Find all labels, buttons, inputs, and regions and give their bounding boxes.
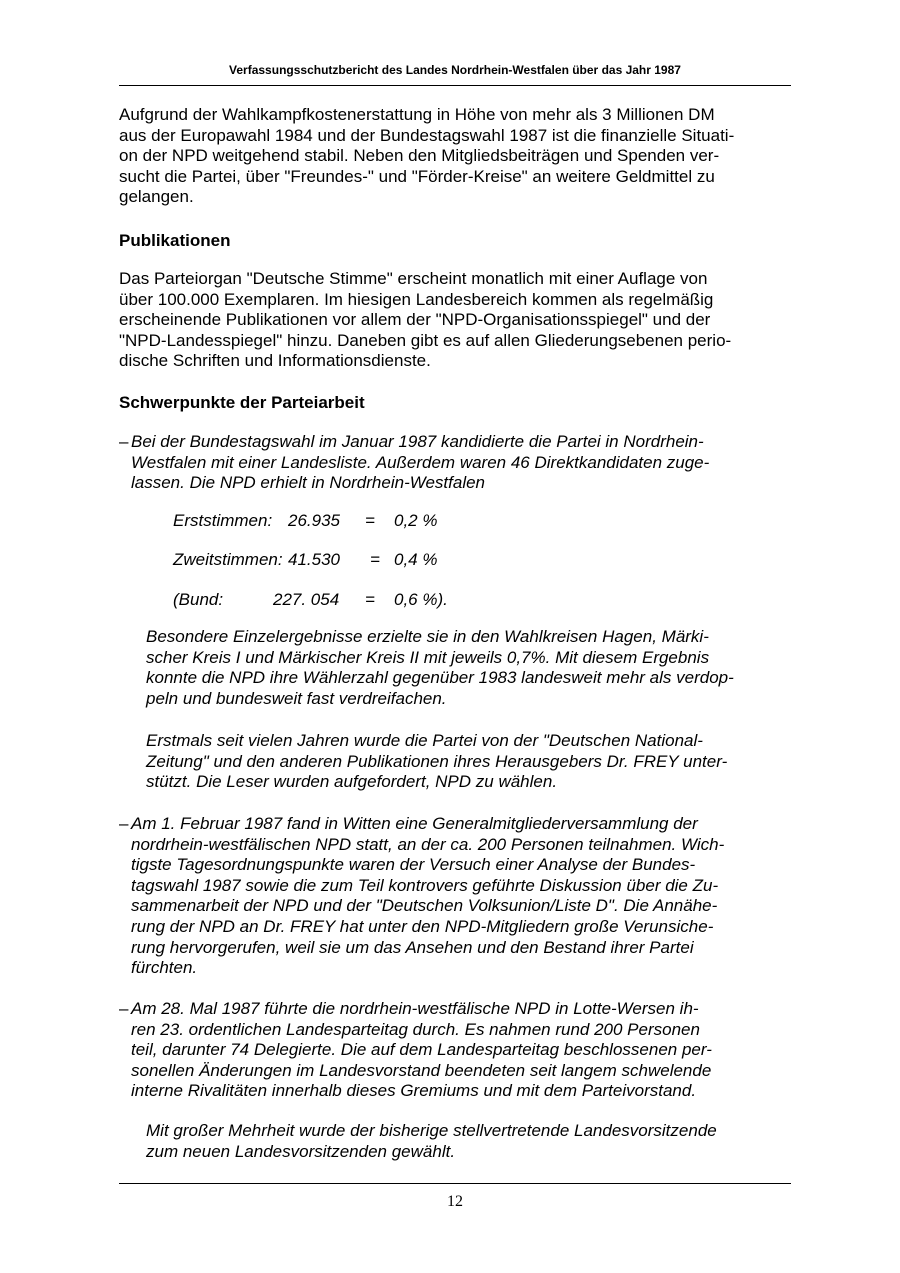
vote-label: Erststimmen: — [173, 511, 273, 530]
list-item — [119, 999, 791, 1109]
vote-percent: 0,2 % — [394, 511, 438, 530]
paragraph-nationalzeitung: Erstmals seit vielen Jahren wurde die Partei von der "Deutschen National- Zeitung" und den anderen Publikationen ihres Herausgebers Dr. FREY unter- stützt. Die Leser wurden aufgefordert, NPD zu wählen. — [146, 731, 728, 792]
paragraph-finances: Aufgrund der Wahlkampfkostenerstattung in Höhe von mehr als 3 Millionen DM aus der Europawahl 1984 und der Bundestagswahl 1987 ist die finanzielle Situati- on der NPD weitgehend stabil. Neben den Mitgliedsbeiträgen und Spenden ver- sucht die Partei, über "Freundes-" und "Förder-Kreise" an weitere Geldmittel zu gelangen. — [119, 105, 735, 207]
dash-bullet: – — [119, 432, 129, 451]
vote-value: 41.530 — [288, 550, 340, 569]
vote-equals: = — [365, 590, 375, 609]
list-item — [119, 432, 791, 502]
vote-label: Zweitstimmen: — [173, 550, 283, 569]
vote-equals: = — [370, 550, 380, 569]
vote-results — [119, 511, 791, 621]
vote-value: 26.935 — [288, 511, 340, 530]
paragraph-einzelergebnisse: Besondere Einzelergebnisse erzielte sie in den Wahlkreisen Hagen, Märki- scher Kreis I und Märkischer Kreis II mit jeweils 0,7%. Mit diesem Ergebnis konnte die NPD ihre Wählerzahl gegenüber 1983 landesweit mehr als verdop- peln und bundesweit fast verdreifachen. — [146, 627, 734, 708]
vote-equals: = — [365, 511, 375, 530]
dash-bullet: – — [119, 999, 129, 1018]
page-number: 12 — [447, 1193, 463, 1210]
bullet-text: Am 1. Februar 1987 fand in Witten eine Generalmitgliederversammlung der nordrhein-westfälischen NPD statt, an der ca. 200 Personen teilnahmen. Wich- tigste Tagesordnungspunkte waren der Versuch einer Analyse der Bundes- tagswahl 1987 sowie die zum Teil kontrovers geführte Diskussion über die Zu- sammenarbeit der NPD und der "Deutschen Volksunion/Liste D". Die Annähe- rung der NPD an Dr. FREY hat unter den NPD-Mitgliedern große Verunsiche- rung hervorgerufen, weil sie um das Ansehen und den Bestand ihrer Partei fürchten. — [131, 814, 725, 978]
running-header: Verfassungsschutzbericht des Landes Nordrhein-Westfalen über das Jahr 1987 — [229, 63, 681, 77]
vote-label: (Bund: — [173, 590, 224, 609]
bullet-text: Bei der Bundestagswahl im Januar 1987 kandidierte die Partei in Nordrhein- Westfalen mit einer Landesliste. Außerdem waren 46 Direktkandidaten zuge- lassen. Die NPD erhielt in Nordrhein-Westfalen — [131, 432, 710, 493]
paragraph-publications: Das Parteiorgan "Deutsche Stimme" erscheint monatlich mit einer Auflage von über 100.000 Exemplaren. Im hiesigen Landesbereich kommen als regelmäßig erscheinende Publikationen vor allem der "NPD-Organisationsspiegel" und der "NPD-Landesspiegel" hinzu. Daneben gibt es auf allen Gliederungsebenen perio- dische Schriften und Informationsdienste. — [119, 269, 732, 371]
dash-bullet: – — [119, 814, 129, 833]
heading-schwerpunkte: Schwerpunkte der Parteiarbeit — [119, 393, 365, 412]
vote-percent: 0,4 % — [394, 550, 438, 569]
heading-publikationen: Publikationen — [119, 231, 231, 250]
vote-percent: 0,6 %). — [394, 590, 448, 609]
paragraph-landesvorsitzender: Mit großer Mehrheit wurde der bisherige stellvertretende Landesvorsitzende zum neuen Landesvorsitzenden gewählt. — [146, 1121, 717, 1161]
bullet-text: Am 28. Mal 1987 führte die nordrhein-westfälische NPD in Lotte-Wersen ih- ren 23. ordentlichen Landesparteitag durch. Es nahmen rund 200 Personen teil, darunter 74 Delegierte. Die auf dem Landesparteitag beschlossenen per- sonellen Änderungen im Landesvorstand beendeten seit langem schwelende interne Rivalitäten innerhalb dieses Gremiums und mit dem Parteivorstand. — [131, 999, 712, 1101]
footer-rule — [119, 1183, 791, 1184]
header-rule — [119, 85, 791, 86]
vote-value: 227. 054 — [273, 590, 340, 609]
list-item — [119, 814, 791, 984]
